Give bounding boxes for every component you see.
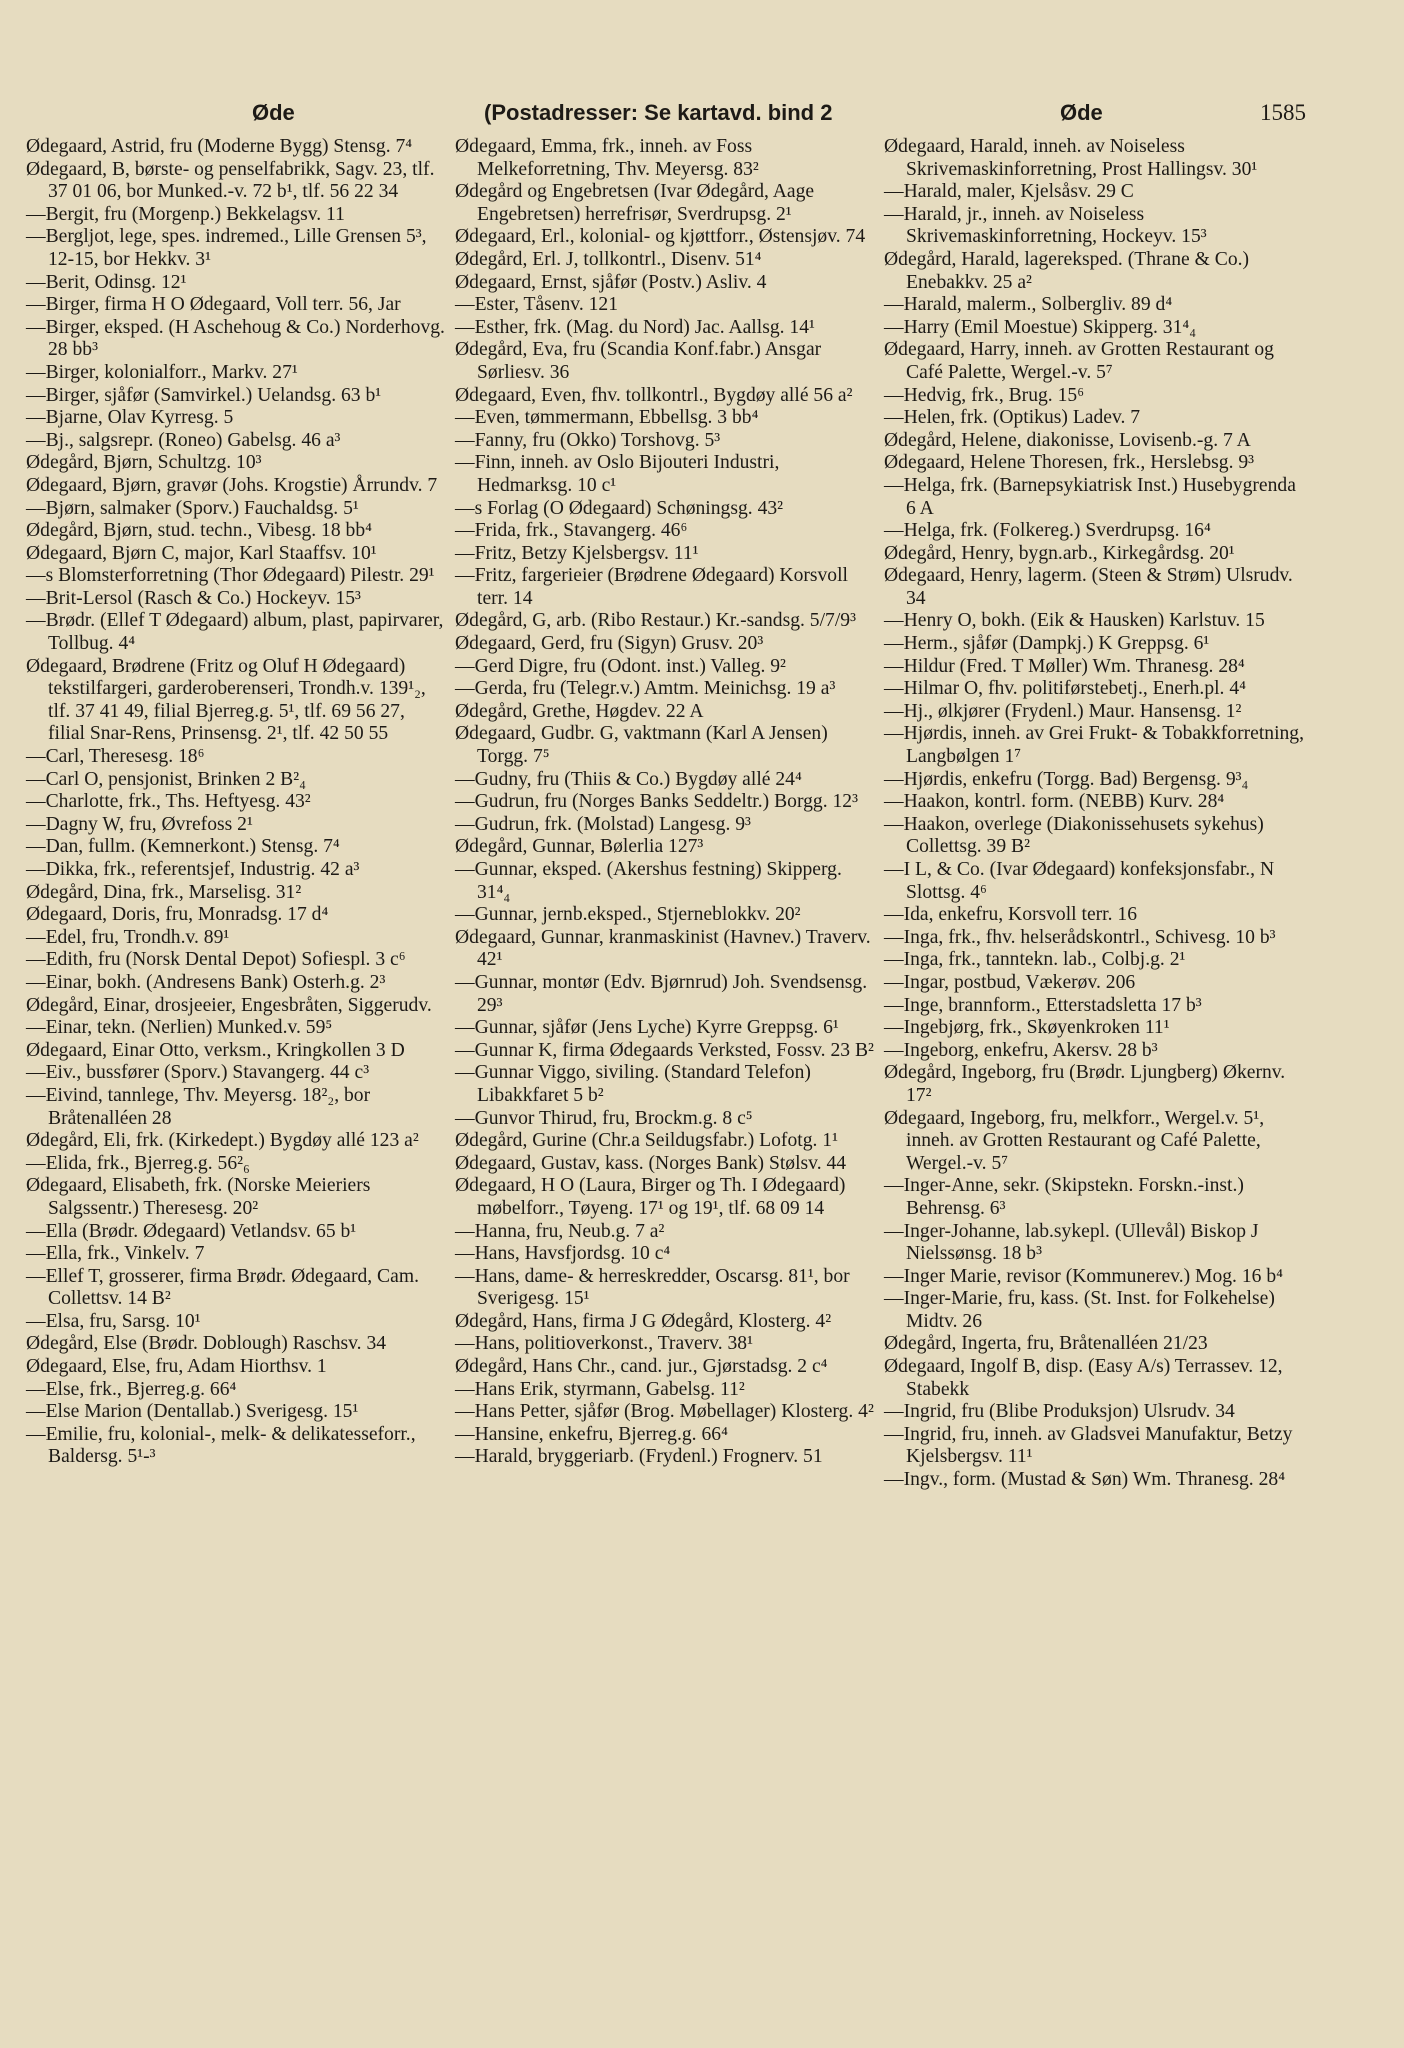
directory-entry: Ødegård, Henry, bygn.arb., Kirkegårdsg. 20¹ bbox=[884, 542, 1235, 564]
directory-entry: Ødegård, G, arb. (Ribo Restaur.) Kr.-sandsg. 5/7/9³ bbox=[455, 610, 856, 632]
directory-entry: —Hans, dame- & herreskredder, Oscarsg. 81¹, bor Sverigesg. 15¹ bbox=[455, 1265, 850, 1310]
directory-entry: —Gudrun, fru (Norges Banks Seddeltr.) Borgg. 12³ bbox=[455, 791, 858, 813]
directory-entry: Ødegaard, Gerd, fru (Sigyn) Grusv. 20³ bbox=[455, 633, 764, 655]
directory-entry: —Haakon, overlege (Diakonissehusets sykehus) Collettsg. 39 B² bbox=[884, 813, 1264, 858]
directory-entry: —Gunvor Thirud, fru, Brockm.g. 8 c⁵ bbox=[455, 1107, 753, 1129]
directory-entry: —Ella, frk., Vinkelv. 7 bbox=[26, 1243, 205, 1265]
directory-entry: —Fanny, fru (Okko) Torshovg. 5³ bbox=[455, 429, 721, 451]
directory-entry: —Brit-Lersol (Rasch & Co.) Hockeyv. 15³ bbox=[26, 587, 361, 609]
header-right-keyword: Øde bbox=[1060, 100, 1103, 125]
directory-entry: —Berit, Odinsg. 12¹ bbox=[26, 271, 187, 293]
directory-entry: —Birger, kolonialforr., Markv. 27¹ bbox=[26, 361, 298, 383]
directory-entry: —Hans, Havsfjordsg. 10 c⁴ bbox=[455, 1243, 671, 1265]
directory-entry: —Hans Petter, sjåfør (Brog. Møbellager) Klosterg. 4² bbox=[455, 1401, 874, 1423]
directory-entry: Ødegård, Eva, fru (Scandia Konf.fabr.) Ansgar Sørliesv. 36 bbox=[455, 339, 822, 383]
directory-entry: Ødegaard, Helene Thoresen, frk., Herslebsg. 9³ bbox=[884, 452, 1255, 474]
directory-entry: —Gerda, fru (Telegr.v.) Amtm. Meinichsg. 19 a³ bbox=[455, 678, 836, 700]
directory-entry: —Ingebjørg, frk., Skøyenkroken 11¹ bbox=[884, 1017, 1170, 1039]
directory-entry: Ødegård, Gunnar, Bølerlia 127³ bbox=[455, 836, 704, 858]
directory-entry: —Gunnar Viggo, siviling. (Standard Telefon) Libakkfaret 5 b² bbox=[455, 1062, 811, 1106]
column-3 bbox=[882, 136, 1306, 2006]
directory-entry: —Inger-Anne, sekr. (Skipstekn. Forskn.-inst.) Behrensg. 6³ bbox=[884, 1175, 1244, 1219]
directory-entry: —Harry (Emil Moestue) Skipperg. 31⁴₄ bbox=[884, 316, 1197, 338]
directory-entry: Ødegård, Bjørn, stud. techn., Vibesg. 18 bb⁴ bbox=[26, 520, 372, 542]
directory-entry: —Hj., ølkjører (Frydenl.) Maur. Hansensg. 1² bbox=[884, 700, 1242, 722]
directory-entry: Ødegaard, Else, fru, Adam Hiorthsv. 1 bbox=[26, 1356, 327, 1378]
directory-entry: Ødegård, Ingerta, fru, Bråtenalléen 21/23 bbox=[884, 1333, 1208, 1355]
directory-entry: —Ingeborg, enkefru, Akersv. 28 b³ bbox=[884, 1039, 1158, 1061]
directory-entry: Ødegaard, Doris, fru, Monradsg. 17 d⁴ bbox=[26, 904, 329, 926]
directory-entry: Ødegaard, Henry, lagerm. (Steen & Strøm) Ulsrudv. 34 bbox=[884, 565, 1293, 609]
directory-entry: Ødegård, Helene, diakonisse, Lovisenb.-g. 7 A bbox=[884, 429, 1251, 451]
directory-entry: —Fritz, fargerieier (Brødrene Ødegaard) Korsvoll terr. 14 bbox=[455, 565, 848, 609]
directory-entry: —Frida, frk., Stavangerg. 46⁶ bbox=[455, 520, 688, 542]
directory-entry: Ødegaard, Emma, frk., inneh. av Foss Melkeforretning, Thv. Meyersg. 83² bbox=[455, 136, 759, 180]
directory-entry: —Hildur (Fred. T Møller) Wm. Thranesg. 28⁴ bbox=[884, 655, 1245, 677]
directory-entry: Ødegård, Harald, lagereksped. (Thrane & Co.) Enebakkv. 25 a² bbox=[884, 248, 1250, 293]
directory-entry: Ødegaard, Bjørn C, major, Karl Staaffsv. 10¹ bbox=[26, 542, 377, 564]
directory-entry: —Bjørn, salmaker (Sporv.) Fauchaldsg. 5¹ bbox=[26, 497, 359, 519]
directory-entry: —Hans, politioverkonst., Traverv. 38¹ bbox=[455, 1333, 753, 1355]
directory-entry: —Ingrid, fru (Blibe Produksjon) Ulsrudv. 34 bbox=[884, 1401, 1235, 1423]
directory-entry: —Hjørdis, enkefru (Torgg. Bad) Bergensg. 9³₄ bbox=[884, 768, 1249, 790]
directory-entry: Ødegård, Erl. J, tollkontrl., Disenv. 51⁴ bbox=[455, 248, 762, 270]
directory-entry: Ødegård, Else (Brødr. Doblough) Raschsv. 34 bbox=[26, 1333, 387, 1355]
directory-entry: —Edith, fru (Norsk Dental Depot) Sofiespl. 3 c⁶ bbox=[26, 949, 406, 971]
column-1 bbox=[24, 136, 448, 2006]
directory-entry: —Inger Marie, revisor (Kommunerev.) Mog. 16 b⁴ bbox=[884, 1265, 1283, 1287]
directory-entry: —Harald, bryggeriarb. (Frydenl.) Frognerv. 51 bbox=[455, 1446, 823, 1468]
directory-entry: —Dagny W, fru, Øvrefoss 2¹ bbox=[26, 813, 253, 835]
directory-entry: Ødegård, Einar, drosjeeier, Engesbråten, Siggerudv. bbox=[26, 994, 432, 1016]
directory-entry: —Hedvig, frk., Brug. 15⁶ bbox=[884, 384, 1085, 406]
directory-entry: —Hjørdis, inneh. av Grei Frukt- & Tobakkforretning, Langbølgen 1⁷ bbox=[884, 723, 1305, 768]
directory-entry: Ødegård, Hans, firma J G Ødegård, Klosterg. 4² bbox=[455, 1310, 832, 1332]
directory-entry: —Inge, brannform., Etterstadsletta 17 b³ bbox=[884, 994, 1202, 1016]
directory-columns bbox=[24, 136, 1306, 2006]
directory-entry: —Gudny, fru (Thiis & Co.) Bygdøy allé 24⁴ bbox=[455, 768, 802, 790]
directory-entry: —I L, & Co. (Ivar Ødegaard) konfeksjonsfabr., N Slottsg. 4⁶ bbox=[884, 859, 1275, 903]
directory-entry: —Elida, frk., Bjerreg.g. 56²₆ bbox=[26, 1152, 250, 1174]
directory-entry: Ødegaard, Even, fhv. tollkontrl., Bygdøy allé 56 a² bbox=[455, 384, 853, 406]
directory-entry: —Harald, jr., inneh. av Noiseless Skrivemaskinforretning, Hockeyv. 15³ bbox=[884, 203, 1207, 248]
directory-entry: —Finn, inneh. av Oslo Bijouteri Industri, Hedmarksg. 10 c¹ bbox=[455, 452, 780, 496]
directory-entry: —Inga, frk., fhv. helserådskontrl., Schivesg. 10 b³ bbox=[884, 926, 1276, 948]
directory-entry: —Edel, fru, Trondh.v. 89¹ bbox=[26, 926, 230, 948]
directory-entry: —Ingrid, fru, inneh. av Gladsvei Manufaktur, Betzy Kjelsbergsv. 11¹ bbox=[884, 1423, 1293, 1468]
directory-entry: —Einar, tekn. (Nerlien) Munked.v. 59⁵ bbox=[26, 1017, 333, 1039]
page-number: 1585 bbox=[1260, 100, 1306, 125]
directory-entry: —Birger, sjåfør (Samvirkel.) Uelandsg. 63 b¹ bbox=[26, 384, 382, 406]
directory-entry: —Even, tømmermann, Ebbellsg. 3 bb⁴ bbox=[455, 407, 759, 429]
directory-entry: —Ellef T, grosserer, firma Brødr. Ødegaard, Cam. Collettsv. 14 B² bbox=[26, 1265, 419, 1310]
directory-entry: —Hilmar O, fhv. politiførstebetj., Enerh.pl. 4⁴ bbox=[884, 678, 1246, 700]
directory-entry: Ødegaard, Harry, inneh. av Grotten Restaurant og Café Palette, Wergel.-v. 5⁷ bbox=[884, 339, 1274, 383]
directory-entry: —Birger, eksped. (H Aschehoug & Co.) Norderhovg. 28 bb³ bbox=[26, 316, 445, 361]
directory-entry: Ødegård, Gurine (Chr.a Seildugsfabr.) Lofotg. 1¹ bbox=[455, 1130, 838, 1152]
directory-entry: Ødegård og Engebretsen (Ivar Ødegård, Aage Engebretsen) herrefrisør, Sverdrupsg. 2¹ bbox=[455, 181, 815, 225]
directory-entry: Ødegaard, Gustav, kass. (Norges Bank) Stølsv. 44 bbox=[455, 1152, 847, 1174]
directory-entry: —Emilie, fru, kolonial-, melk- & delikatesseforr., Baldersg. 5¹-³ bbox=[26, 1423, 416, 1468]
directory-entry: —Gunnar K, firma Ødegaards Verksted, Fossv. 23 B² bbox=[455, 1039, 874, 1061]
directory-entry: Ødegaard, Einar Otto, verksm., Kringkollen 3 D bbox=[26, 1039, 405, 1061]
directory-entry: —Inga, frk., tanntekn. lab., Colbj.g. 2¹ bbox=[884, 949, 1186, 971]
directory-entry: Ødegaard, Bjørn, gravør (Johs. Krogstie) Årrundv. 7 bbox=[26, 474, 438, 496]
directory-entry: —Birger, firma H O Ødegaard, Voll terr. 56, Jar bbox=[26, 294, 401, 316]
directory-entry: —Eivind, tannlege, Thv. Meyersg. 18²₂, bor Bråtenalléen 28 bbox=[26, 1084, 371, 1129]
directory-entry: —Hans Erik, styrmann, Gabelsg. 11² bbox=[455, 1378, 745, 1400]
directory-entry: —Charlotte, frk., Ths. Heftyesg. 43² bbox=[26, 791, 311, 813]
directory-entry: —Bjarne, Olav Kyrresg. 5 bbox=[26, 407, 234, 429]
directory-entry: —Gunnar, sjåfør (Jens Lyche) Kyrre Greppsg. 6¹ bbox=[455, 1017, 839, 1039]
header-postal-note: (Postadresser: Se kartavd. bind 2 bbox=[484, 100, 833, 125]
directory-entry: —Harald, malerm., Solbergliv. 89 d⁴ bbox=[884, 294, 1173, 316]
directory-entry: Ødegaard, Ernst, sjåfør (Postv.) Asliv. 4 bbox=[455, 271, 767, 293]
directory-entry: —Elsa, fru, Sarsg. 10¹ bbox=[26, 1310, 201, 1332]
directory-entry: Ødegård, Eli, frk. (Kirkedept.) Bygdøy allé 123 a² bbox=[26, 1130, 419, 1152]
header-left-keyword: Øde bbox=[252, 100, 295, 125]
directory-entry: —Helga, frk. (Folkereg.) Sverdrupsg. 16⁴ bbox=[884, 520, 1211, 542]
directory-entry: Ødegård, Dina, frk., Marselisg. 31² bbox=[26, 881, 302, 903]
directory-entry: Ødegaard, Ingeborg, fru, melkforr., Wergel.v. 5¹, inneh. av Grotten Restaurant og Café Palette, Wergel.-v. 5⁷ bbox=[884, 1107, 1265, 1174]
directory-entry: Ødegård, Grethe, Høgdev. 22 A bbox=[455, 700, 704, 722]
directory-entry: Ødegaard, Ingolf B, disp. (Easy A/s) Terrassev. 12, Stabekk bbox=[884, 1356, 1283, 1400]
directory-entry: —Gudrun, frk. (Molstad) Langesg. 9³ bbox=[455, 813, 751, 835]
directory-entry: —Hanna, fru, Neub.g. 7 a² bbox=[455, 1220, 665, 1242]
directory-entry: —Bergljot, lege, spes. indremed., Lille Grensen 5³, 12-15, bor Hekkv. 3¹ bbox=[26, 226, 427, 270]
directory-entry: —Einar, bokh. (Andresens Bank) Osterh.g. 2³ bbox=[26, 971, 386, 993]
directory-entry: Ødegaard, Gudbr. G, vaktmann (Karl A Jensen) Torgg. 7⁵ bbox=[455, 723, 828, 768]
directory-entry: —Eiv., bussfører (Sporv.) Stavangerg. 44 c³ bbox=[26, 1062, 370, 1084]
directory-entry: —Gerd Digre, fru (Odont. inst.) Valleg. 9² bbox=[455, 655, 786, 677]
directory-entry: Ødegaard, B, børste- og penselfabrikk, Sagv. 23, tlf. 37 01 06, bor Munked.-v. 72 b¹, tlf. 56 22 34 bbox=[26, 158, 435, 203]
directory-entry: Ødegaard, Brødrene (Fritz og Oluf H Ødegaard) tekstilfargeri, garderoberenseri, Trondh.v. 139¹₂, tlf. 37 41 49, filial Bjerreg.g. 5¹, tlf. 69 56 27, filial Snar-Rens, Prinsensg. 2¹, tlf. 42 50 55 bbox=[26, 655, 426, 745]
directory-entry: Ødegaard, Erl., kolonial- og kjøttforr., Østensjøv. 74 bbox=[455, 226, 866, 248]
directory-entry: —Harald, maler, Kjelsåsv. 29 C bbox=[884, 181, 1134, 203]
page-header bbox=[24, 96, 1306, 130]
directory-entry: —Dan, fullm. (Kemnerkont.) Stensg. 7⁴ bbox=[26, 836, 340, 858]
directory-page bbox=[24, 96, 1306, 2016]
directory-entry: —Ida, enkefru, Korsvoll terr. 16 bbox=[884, 904, 1138, 926]
directory-entry: —Else, frk., Bjerreg.g. 66⁴ bbox=[26, 1378, 237, 1400]
directory-entry: —Bj., salgsrepr. (Roneo) Gabelsg. 46 a³ bbox=[26, 429, 341, 451]
directory-entry: Ødegaard, Astrid, fru (Moderne Bygg) Stensg. 7⁴ bbox=[26, 136, 413, 157]
directory-entry: —Gunnar, jernb.eksped., Stjerneblokkv. 20² bbox=[455, 904, 801, 926]
directory-entry: —Fritz, Betzy Kjelsbergsv. 11¹ bbox=[455, 542, 699, 564]
directory-entry: —Helga, frk. (Barnepsykiatrisk Inst.) Husebygrenda 6 A bbox=[884, 474, 1296, 519]
directory-entry: Ødegaard, Elisabeth, frk. (Norske Meieriers Salgssentr.) Theresesg. 20² bbox=[26, 1175, 371, 1219]
directory-entry: —Inger-Marie, fru, kass. (St. Inst. for Folkehelse) Midtv. 26 bbox=[884, 1288, 1275, 1332]
directory-entry: —Gunnar, eksped. (Akershus festning) Skipperg. 31⁴₄ bbox=[455, 859, 842, 903]
directory-entry: Ødegård, Bjørn, Schultzg. 10³ bbox=[26, 452, 262, 474]
directory-entry: —Else Marion (Dentallab.) Sverigesg. 15¹ bbox=[26, 1401, 359, 1423]
column-2 bbox=[453, 136, 877, 2006]
directory-entry: —Esther, frk. (Mag. du Nord) Jac. Aallsg. 14¹ bbox=[455, 316, 815, 338]
directory-entry: —Carl O, pensjonist, Brinken 2 B²₄ bbox=[26, 768, 306, 790]
directory-entry: —Ester, Tåsenv. 121 bbox=[455, 294, 619, 316]
directory-entry: —Inger-Johanne, lab.sykepl. (Ullevål) Biskop J Nielssønsg. 18 b³ bbox=[884, 1220, 1259, 1265]
directory-entry: —Gunnar, montør (Edv. Bjørnrud) Joh. Svendsensg. 29³ bbox=[455, 971, 868, 1016]
directory-entry: —Brødr. (Ellef T Ødegaard) album, plast, papirvarer, Tollbug. 4⁴ bbox=[26, 610, 444, 655]
directory-entry: Ødegård, Hans Chr., cand. jur., Gjørstadsg. 2 c⁴ bbox=[455, 1356, 828, 1378]
directory-entry: —s Forlag (O Ødegaard) Schøningsg. 43² bbox=[455, 497, 784, 519]
directory-entry: —Herm., sjåfør (Dampkj.) K Greppsg. 6¹ bbox=[884, 633, 1210, 655]
directory-entry: —Henry O, bokh. (Eik & Hausken) Karlstuv. 15 bbox=[884, 610, 1265, 632]
directory-entry: —Ingar, postbud, Vækerøv. 206 bbox=[884, 971, 1136, 993]
directory-entry: —Dikka, frk., referentsjef, Industrig. 42 a³ bbox=[26, 859, 360, 880]
directory-entry: Ødegård, Ingeborg, fru (Brødr. Ljungberg) Økernv. 17² bbox=[884, 1062, 1286, 1106]
directory-entry: —s Blomsterforretning (Thor Ødegaard) Pilestr. 29¹ bbox=[26, 565, 435, 587]
directory-entry: Ødegaard, Harald, inneh. av Noiseless Skrivemaskinforretning, Prost Hallingsv. 30¹ bbox=[884, 136, 1258, 180]
directory-entry: —Bergit, fru (Morgenp.) Bekkelagsv. 11 bbox=[26, 203, 345, 225]
directory-entry: —Haakon, kontrl. form. (NEBB) Kurv. 28⁴ bbox=[884, 791, 1225, 813]
directory-entry: Ødegaard, H O (Laura, Birger og Th. I Ødegaard) møbelforr., Tøyeng. 17¹ og 19¹, tlf. 68 09 14 bbox=[455, 1175, 846, 1219]
directory-entry: —Carl, Theresesg. 18⁶ bbox=[26, 746, 205, 768]
directory-entry: —Ella (Brødr. Ødegaard) Vetlandsv. 65 b¹ bbox=[26, 1220, 357, 1242]
directory-entry: —Hansine, enkefru, Bjerreg.g. 66⁴ bbox=[455, 1423, 728, 1445]
directory-entry: Ødegaard, Gunnar, kranmaskinist (Havnev.) Traverv. 42¹ bbox=[455, 926, 871, 971]
directory-entry: —Ingv., form. (Mustad & Søn) Wm. Thranesg. 28⁴ bbox=[884, 1469, 1286, 1491]
directory-entry: —Helen, frk. (Optikus) Ladev. 7 bbox=[884, 407, 1141, 429]
